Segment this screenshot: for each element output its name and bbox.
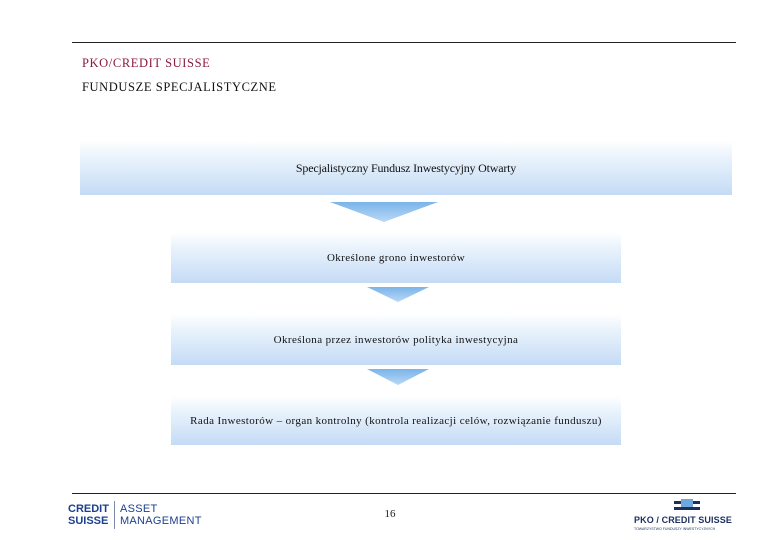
diagram-step-box [171,232,621,283]
logo-line: MANAGEMENT [119,515,202,527]
logo-divider [114,501,115,529]
logo-line: ASSET [119,503,158,515]
down-arrow-icon [367,287,429,302]
page-title: FUNDUSZE SPECJALISTYCZNE [82,80,277,94]
diagram-step-label: Rada Inwestorów – organ kontrolny (kontrola realizacji celów, rozwiązanie funduszu) [190,414,602,427]
header-brand: PKO/CREDIT SUISSE [82,56,211,70]
pko-credit-suisse-logo [628,499,748,533]
pko-logo-subtext: TOWARZYSTWO FUNDUSZY INWESTYCYJNYCH [634,527,716,531]
pko-emblem-icon [672,499,702,513]
diagram-step-label: Określona przez inwestorów polityka inwestycyjna [273,333,519,346]
down-arrow-icon [330,202,438,222]
top-rule [72,42,736,43]
logo-line: SUISSE [68,515,109,527]
diagram-main-box [80,141,732,195]
diagram-step-box [171,314,621,365]
pko-logo-text: PKO / CREDIT SUISSE [634,515,732,525]
page-number: 16 [384,508,396,520]
diagram-main-label: Specjalistyczny Fundusz Inwestycyjny Otwarty [295,160,517,175]
diagram-step-box [171,396,621,445]
credit-suisse-logo [68,501,202,529]
bottom-rule [72,493,736,494]
logo-line: CREDIT [68,503,109,515]
down-arrow-icon [367,369,429,385]
diagram-step-label: Określone grono inwestorów [326,251,466,264]
